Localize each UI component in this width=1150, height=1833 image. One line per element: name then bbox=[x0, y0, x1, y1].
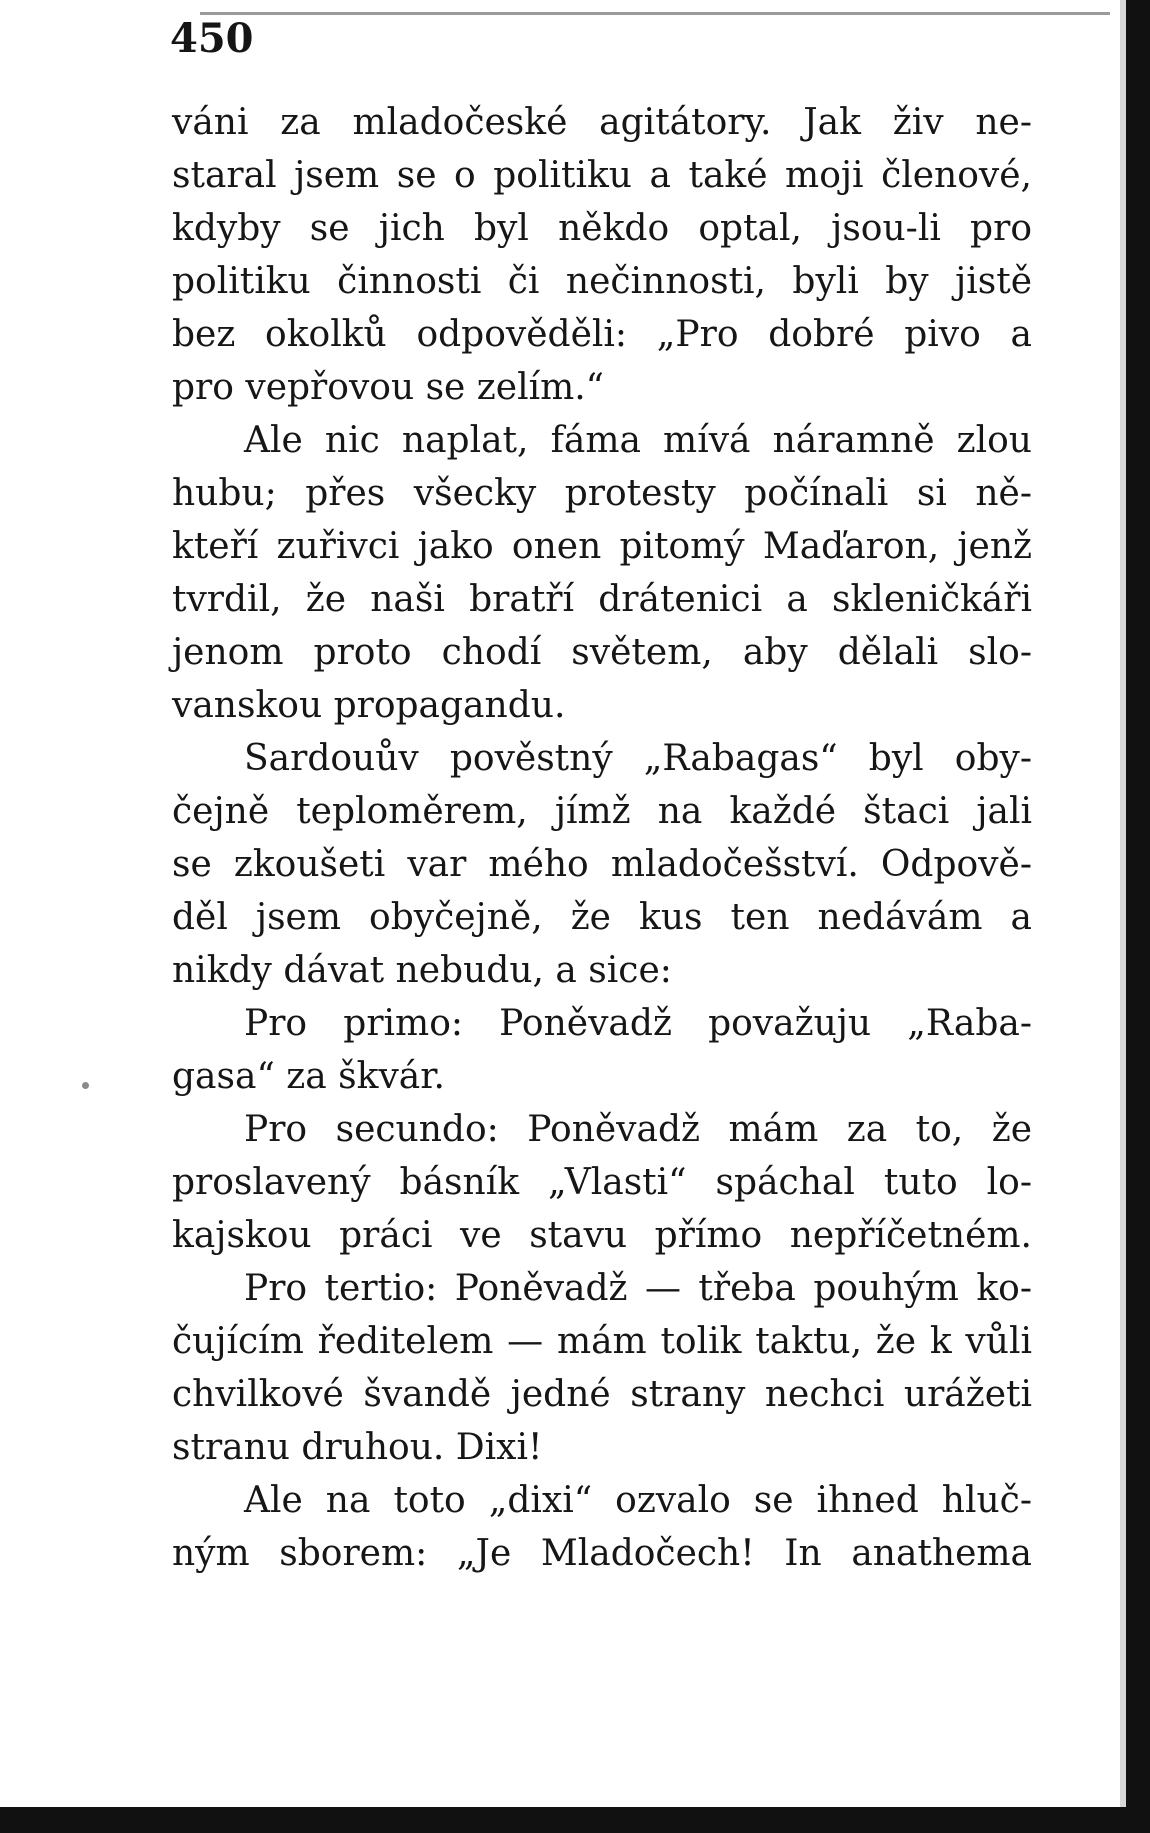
text-line: kteří zuřivci jako onen pitomý Maďaron, jenž bbox=[172, 526, 1032, 567]
text-line: vanskou propagandu. bbox=[172, 685, 566, 726]
scan-edge-right bbox=[1126, 0, 1150, 1833]
text-line: se zkoušeti var mého mladočešství. Odpově- bbox=[172, 844, 1032, 885]
text-line: čujícím ředitelem — mám tolik taktu, že k vůli bbox=[172, 1321, 1032, 1362]
page-number: 450 bbox=[170, 15, 254, 62]
text-line: čejně teploměrem, jímž na každé štaci jali bbox=[172, 791, 1032, 832]
text-line: tvrdil, že naši bratří drátenici a skleničkáři bbox=[172, 579, 1032, 620]
body-text bbox=[172, 96, 1032, 1580]
text-line: hubu; přes všecky protesty počínali si ně- bbox=[172, 473, 1032, 514]
text-line: gasa“ za škvár. bbox=[172, 1056, 445, 1097]
text-line: ným sborem: „Je Mladočech! In anathema bbox=[172, 1533, 1032, 1574]
text-line: váni za mladočeské agitátory. Jak živ ne- bbox=[172, 102, 1032, 143]
text-line: Pro tertio: Poněvadž — třeba pouhým ko- bbox=[244, 1268, 1032, 1309]
text-line: bez okolků odpověděli: „Pro dobré pivo a bbox=[172, 314, 1032, 355]
scan-edge-bottom bbox=[0, 1807, 1150, 1833]
text-line: Ale nic naplat, fáma mívá náramně zlou bbox=[244, 420, 1032, 461]
text-line: staral jsem se o politiku a také moji členové, bbox=[172, 155, 1032, 196]
text-line: Pro secundo: Poněvadž mám za to, že bbox=[244, 1109, 1032, 1150]
text-line: Ale na toto „dixi“ ozvalo se ihned hluč- bbox=[244, 1480, 1032, 1521]
text-line: chvilkové švandě jedné strany nechci urážeti bbox=[172, 1374, 1032, 1415]
text-line: kdyby se jich byl někdo optal, jsou-li pro bbox=[172, 208, 1032, 249]
text-line: politiku činnosti či nečinnosti, byli by jistě bbox=[172, 261, 1032, 302]
margin-speck bbox=[82, 1082, 89, 1089]
text-line: Pro primo: Poněvadž považuju „Raba- bbox=[244, 1003, 1032, 1044]
text-line: Sardouův pověstný „Rabagas“ byl oby- bbox=[244, 738, 1032, 779]
text-line: nikdy dávat nebudu, a sice: bbox=[172, 950, 672, 991]
text-line: jenom proto chodí světem, aby dělali slo- bbox=[172, 632, 1032, 673]
text-line: pro vepřovou se zelím.“ bbox=[172, 367, 605, 408]
text-line: kajskou práci ve stavu přímo nepříčetném. bbox=[172, 1215, 1032, 1256]
text-line: stranu druhou. Dixi! bbox=[172, 1427, 543, 1468]
text-line: proslavený básník „Vlasti“ spáchal tuto lo- bbox=[172, 1162, 1032, 1203]
text-line: děl jsem obyčejně, že kus ten nedávám a bbox=[172, 897, 1032, 938]
scan-edge-top bbox=[200, 12, 1110, 15]
